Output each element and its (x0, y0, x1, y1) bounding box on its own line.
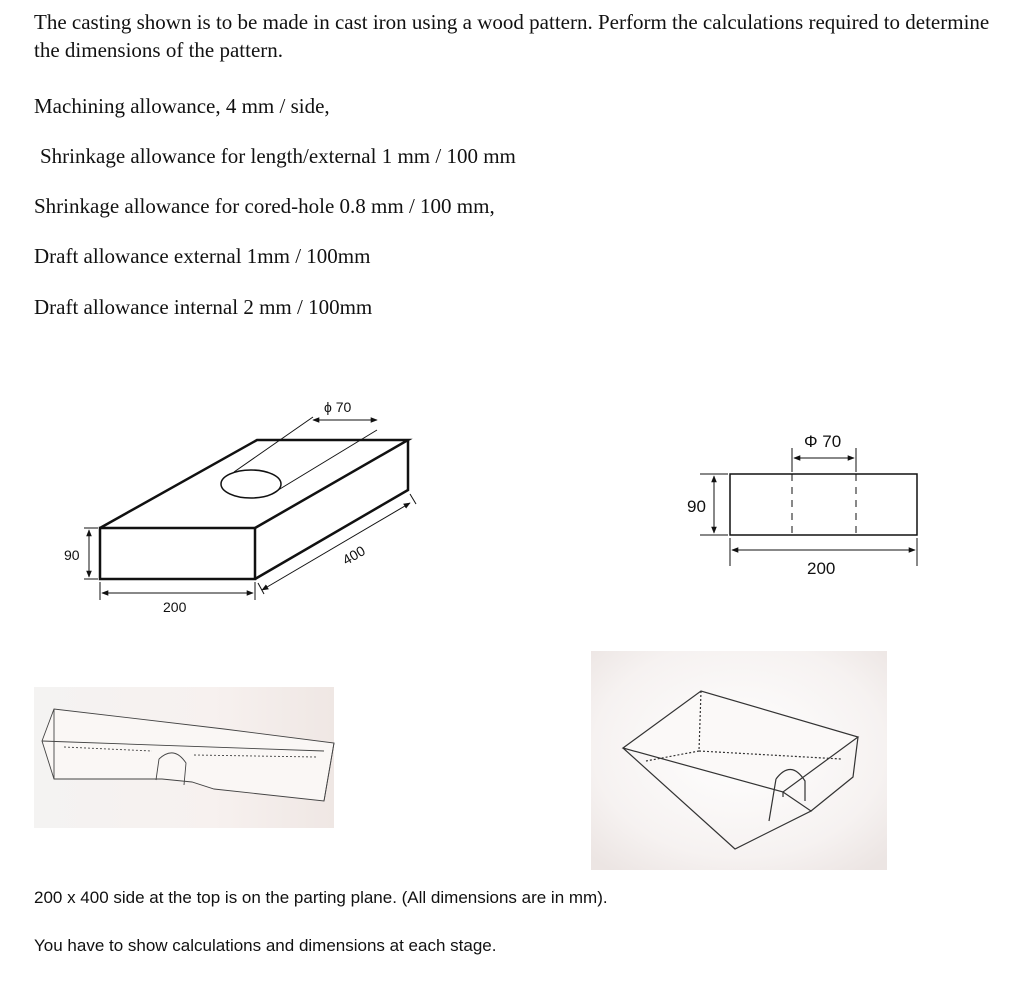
iso-height-dim: 90 (64, 547, 80, 563)
shrinkage-external: Shrinkage allowance for length/external 1 mm / 100 mm (40, 144, 516, 168)
problem-intro: The casting shown is to be made in cast iron using a wood pattern. Perform the calculations required to determine the dimensions of the pattern. (34, 10, 990, 62)
iso-length-dim: 400 (339, 542, 368, 568)
section-outline (730, 474, 917, 535)
draft-internal: Draft allowance internal 2 mm / 100mm (34, 295, 373, 319)
section-width-dim: 200 (807, 559, 836, 578)
shrinkage-cored-hole: Shrinkage allowance for cored-hole 0.8 mm / 100 mm, (34, 194, 495, 218)
draft-external: Draft allowance external 1mm / 100mm (34, 244, 371, 268)
pattern-photo-long (34, 687, 334, 828)
pattern-photo-box (591, 651, 887, 870)
section-hole-dim: Φ 70 (804, 432, 842, 451)
machining-allowance: Machining allowance, 4 mm / side, (34, 94, 330, 118)
instruction-note: You have to show calculations and dimensions at each stage. (34, 936, 497, 955)
iso-width-dim: 200 (163, 599, 187, 615)
section-height-dim: 90 (687, 497, 706, 516)
parting-plane-note: 200 x 400 side at the top is on the parting plane. (All dimensions are in mm). (34, 888, 608, 907)
iso-hole-dim: ϕ 70 (324, 399, 352, 415)
